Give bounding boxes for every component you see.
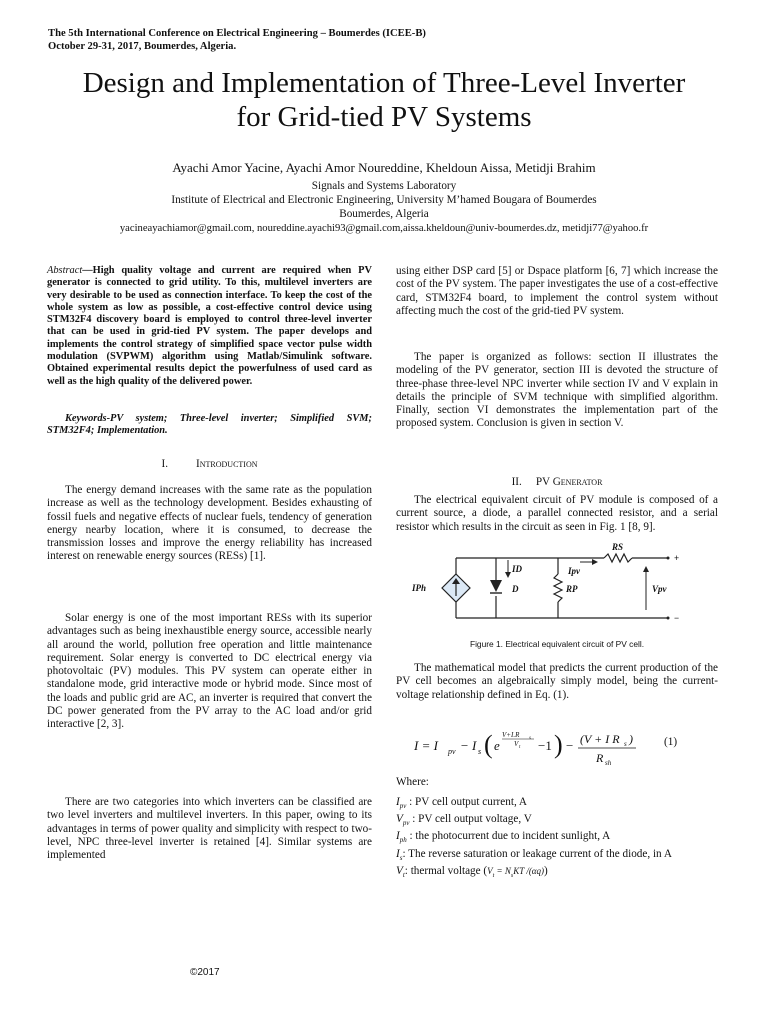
label-d: D [512, 584, 519, 594]
conference-date: October 29-31, 2017, Boumerdes, Algeria. [48, 41, 237, 52]
section-1-number: I. [161, 458, 169, 470]
conference-name: The 5th International Conference on Electrical Engineering – Boumerdes (ICEE-B) [48, 28, 426, 39]
copyright: ©2017 [190, 967, 220, 978]
svg-text:−: − [566, 738, 574, 753]
svg-text:e: e [494, 738, 500, 753]
abstract-label: Abstract [47, 265, 83, 276]
svg-text:V+I.R: V+I.R [502, 731, 520, 739]
right-paragraph-2 [396, 351, 718, 431]
city: Boumerdes, Algeria [339, 208, 429, 220]
right-p2-text: The paper is organized as follows: section II illustrates the modeling of the PV generator, section III is devoted the structure of three-phase three-level NPC inverter while section IV and V explain in details the principle of SVM technique with simplified algorithm. Finally, section VI demonstrates the implementation part of the proposed system. Conclusion is given in section V. [396, 351, 718, 430]
vt-formula-s: s [510, 872, 514, 879]
vt-formula-v: V [487, 865, 493, 876]
abstract-text: —High quality voltage and current are required when PV generator is connected to grid utility. To this, multilevel inverters are very desirable to be used as connection interface. To keep the cost of the whole system as low as possible, a cost-effective control device using STM32F4 discovery board is employed to control three-level inverter that can be used in grid-tied PV system. The paper develops and implements the control strategy of simplified space vector pulse width modulation (SVPWM) algorithm using Matlab/Simulink software. Obtained experimental results depict the powerfulness of used card as well as the high quality of the delivered power. [47, 265, 372, 387]
equation-1 [410, 726, 690, 770]
equation-1-number: (1) [664, 736, 678, 748]
abstract [47, 265, 372, 388]
def-iph-text: : the photocurrent due to incident sunlight, A [406, 830, 611, 843]
vt-formula-n: = N [494, 865, 511, 876]
def-iph-symbol: I [396, 830, 400, 843]
vt-formula-rest: KT /(αq) [513, 865, 545, 876]
svg-text:R: R [596, 751, 604, 765]
right-p1-text: using either DSP card [5] or Dspace platform [6, 7] which increase the cost of the PV system. The paper investigates the use of a cost-effective card, STM32F4 board, to implement the control system without affecting much the cost of the grid-tied PV system. [396, 265, 718, 317]
def-is-symbol: I [396, 847, 400, 860]
pv-equivalent-circuit [408, 540, 698, 630]
section-1-heading [47, 458, 372, 470]
where-label: Where: [396, 776, 429, 788]
figure-1-caption: Figure 1. Electrical equivalent circuit of PV cell. [469, 639, 645, 649]
svg-text:− I: − I [460, 738, 477, 753]
section-1-title: Introduction [196, 458, 258, 470]
vt-formula [487, 865, 545, 879]
def-vt-symbol: V [396, 864, 403, 877]
intro-paragraph-3 [47, 796, 372, 862]
svg-text:pv: pv [448, 747, 456, 756]
svg-text:(: ( [484, 730, 493, 759]
def-is [396, 848, 718, 865]
def-vpv-sub: pv [402, 819, 410, 828]
def-vpv-symbol: V [396, 813, 403, 826]
svg-text:−1: −1 [538, 738, 552, 753]
svg-text:sh: sh [605, 759, 612, 767]
intro-p3-text: There are two categories into which inverters can be classified are two level inverters and multilevel inverters. In this paper, owing to its advantages in terms of power quality and simplicity with respect to two-level, NPC three-level inverter is retained [4]. Similar systems are implemented [47, 796, 372, 862]
def-ipv [396, 796, 718, 813]
svg-text:I = I: I = I [414, 738, 438, 753]
intro-paragraph-2 [47, 612, 372, 732]
vt-formula-t: t [492, 872, 495, 879]
def-iph [396, 830, 718, 847]
def-is-text: : The reverse saturation or leakage current of the diode, in A [402, 847, 672, 860]
section-2-title: PV Generator [535, 476, 603, 488]
def-vpv-text: : PV cell output voltage, V [409, 813, 532, 826]
authors: Ayachi Amor Yacine, Ayachi Amor Noureddine, Kheldoun Aissa, Metidji Brahim [172, 160, 596, 175]
label-rs: RS [612, 542, 624, 552]
def-ipv-sub: pv [399, 802, 407, 811]
vt-close: ) [544, 864, 548, 877]
svg-text:(V + I R: (V + I R [580, 732, 620, 746]
section-2-number: II. [511, 476, 522, 488]
def-ipv-symbol: I [396, 796, 400, 808]
title-line-1: Design and Implementation of Three-Level Inverter [82, 67, 686, 99]
svg-text:t: t [519, 745, 521, 750]
label-iph: IPh [412, 583, 427, 593]
intro-p2-text: Solar energy is one of the most important RESs with its superior advantages such as being inexhaustible energy source, accessible nearly all around the world, pollution free operation and little maintenance requirement. Solar energy is converted to DC electrical energy via photovoltaic (PV) modules. This PV system can operate either in standalone mode, grid interactive mode or hybrid mode. Since most of the loads and public grid are AC, an inverter is required that convert the DC power generated from the PV array to the AC load and/or grid interactive [2, 3]. [47, 612, 372, 731]
svg-text:): ) [554, 730, 563, 759]
symbol-definitions [396, 796, 718, 883]
svg-text:s: s [529, 736, 531, 741]
svg-text:s: s [478, 747, 482, 756]
label-vpv: Vpv [652, 584, 667, 594]
def-vpv [396, 813, 718, 830]
label-plus: + [674, 553, 680, 563]
keywords: Keywords-PV system; Three-level inverter; Simplified SVM; STM32F4; Implementation. [47, 413, 372, 437]
institute: Institute of Electrical and Electronic Engineering, University M’hamed Bougara of Boumerdes [171, 194, 597, 206]
label-id: ID [512, 564, 523, 574]
title-line-2: for Grid-tied PV Systems [236, 101, 532, 133]
diode-icon [490, 580, 502, 593]
def-iph-sub: ph [399, 836, 407, 845]
def-vt-text: : thermal voltage ( [404, 864, 488, 877]
label-rp: RP [566, 584, 578, 594]
def-vt-sub: t [402, 871, 405, 880]
intro-p1-text: The energy demand increases with the same rate as the population increase as well as the technology development. Besides exhausting of fossil fuels and negative effects of nuclear fuels, tendency of generation energy nearby location, where it is consumed, to decrease the transmission losses and improve the energy reliability has increased interest on renewable energy sources (RESs) [1]. [47, 484, 372, 563]
svg-text:s: s [624, 740, 627, 748]
paper-title [20, 66, 748, 134]
svg-text:V: V [514, 740, 519, 748]
section-2-heading [396, 476, 718, 488]
def-is-sub: s [399, 853, 403, 862]
intro-paragraph-1 [47, 484, 372, 564]
label-ipv: Ipv [568, 566, 580, 576]
pv-p2-text: The mathematical model that predicts the current production of the PV cell becomes an algebraically simply model, being the current-voltage relationship defined in Eq. (1). [396, 662, 718, 701]
def-ipv-text: : PV cell output current, A [406, 796, 528, 808]
emails: yacineayachiamor@gmail.com, noureddine.ayachi93@gmail.com,aissa.kheldoun@univ-boumerdes.dz, metidji77@yahoo.fr [119, 223, 649, 234]
pv-paragraph-2 [396, 662, 718, 702]
right-paragraph-1 [396, 265, 718, 318]
label-minus: − [674, 613, 680, 623]
def-vt [396, 865, 718, 883]
lab-name: Signals and Systems Laboratory [311, 180, 457, 192]
pv-paragraph-1 [396, 494, 718, 534]
pv-p1-text: The electrical equivalent circuit of PV module is composed of a current source, a diode, a parallel connected resistor, and a serial resistor which results in the circuit as seen in Fig. 1 [8, 9]. [396, 494, 718, 533]
svg-text:): ) [629, 732, 633, 746]
